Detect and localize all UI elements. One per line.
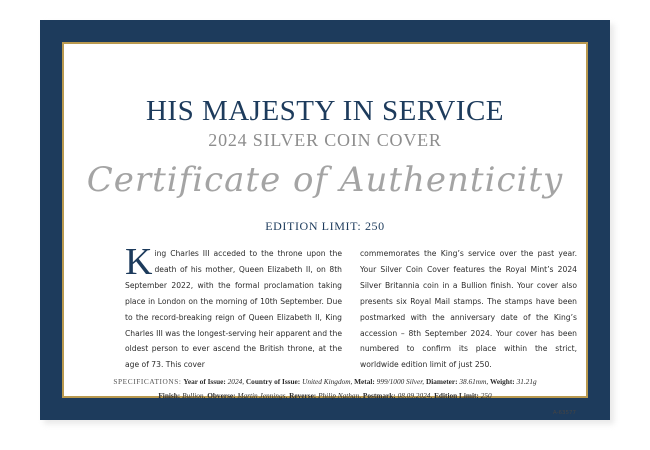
spec-postmark-label: Postmark: <box>362 391 396 400</box>
spec-reverse-value: Philip Nathan, <box>318 391 362 400</box>
body-column-right: commemorates the King’s service over the past year. Your Silver Coin Cover features the Royal Mint’s 2024 Silver Britannia coin in a Bullion finish. Your cover also presents six Royal Mail stamps. The stamps have been postmarked with the anniversary date of the King’s accession – 8th September 2024. Your cover has been numbered to confirm its place within the strict, worldwide edition limit of just 250. <box>360 249 577 370</box>
drop-cap: K <box>125 241 153 283</box>
spec-weight-value: 31.21g <box>516 377 537 386</box>
specifications <box>66 375 584 403</box>
body-column-left-text: ing Charles III acceded to the throne upon the death of his mother, Queen Elizabeth II, on 8th September 2022, with the formal proclamation taking place in London on the morning of 10th September. Due to the record-breaking reign of Queen Elizabeth II, King Charles III was the longest-serving heir apparent and the oldest person to ever ascend the British throne, at the age of 73. This cover <box>125 249 342 370</box>
spec-year-value: 2024, <box>227 377 245 386</box>
gold-border <box>62 42 588 416</box>
spec-edition-value: 250 <box>480 391 492 400</box>
certificate-panel <box>66 46 584 416</box>
spec-country-value: United Kingdom, <box>302 377 353 386</box>
body-column-left <box>125 241 342 370</box>
spec-reverse-label: Reverse: <box>289 391 317 400</box>
specifications-line-1 <box>66 375 584 389</box>
certificate-of-authenticity: Certificate of Authenticity <box>86 160 564 200</box>
spec-obverse-value: Martin Jennings, <box>237 391 288 400</box>
spec-edition-label: Edition Limit: <box>434 391 479 400</box>
spec-finish-value: Bullion, <box>182 391 206 400</box>
spec-weight-label: Weight: <box>490 377 515 386</box>
specifications-heading: SPECIFICATIONS: <box>113 377 182 386</box>
certificate-subtitle: 2024 SILVER COIN COVER <box>208 130 442 150</box>
spec-metal-label: Metal: <box>354 377 375 386</box>
spec-diameter-label: Diameter: <box>425 377 458 386</box>
spec-country-label: Country of Issue: <box>245 377 301 386</box>
spec-metal-value: 999/1000 Silver, <box>376 377 425 386</box>
body-text <box>125 241 577 370</box>
spec-obverse-label: Obverse: <box>207 391 236 400</box>
spec-postmark-value: 08.09.2024, <box>397 391 433 400</box>
spec-finish-label: Finish: <box>158 391 181 400</box>
product-code: A-63577 <box>552 410 576 416</box>
certificate-frame <box>40 20 610 420</box>
certificate-title: HIS MAJESTY IN SERVICE <box>145 95 505 127</box>
spec-diameter-value: 38.61mm, <box>459 377 489 386</box>
edition-limit: EDITION LIMIT: 250 <box>265 219 385 233</box>
specifications-line-2 <box>66 389 584 403</box>
spec-year-label: Year of Issue: <box>183 377 226 386</box>
